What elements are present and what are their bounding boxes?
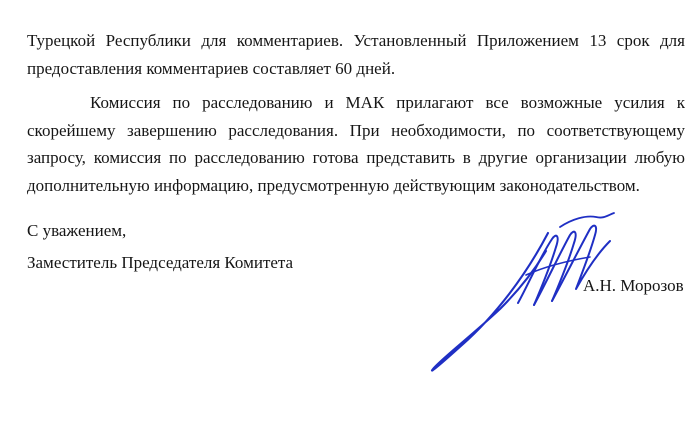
signatory-name: А.Н. Морозов: [583, 276, 684, 295]
signatory-position: Заместитель Председателя Комитета: [27, 253, 294, 272]
signature-stroke-flourish: [560, 213, 614, 227]
letter-paragraph-2: Комиссия по расследованию и МАК прилагают все возможные усилия к скорейшему завершению расследования. При необходимости, по соответствующему запросу, комиссия по расследованию готова представить в другие организации любую дополнительную информацию, предусмотренную действующим законодательством.: [27, 93, 685, 195]
letter-paragraph-1: Турецкой Республики для комментариев. Установленный Приложением 13 срок для предоставления комментариев составляет 60 дней.: [27, 31, 685, 78]
signature-stroke-loop: [432, 233, 548, 371]
closing-phrase: С уважением,: [27, 221, 127, 240]
